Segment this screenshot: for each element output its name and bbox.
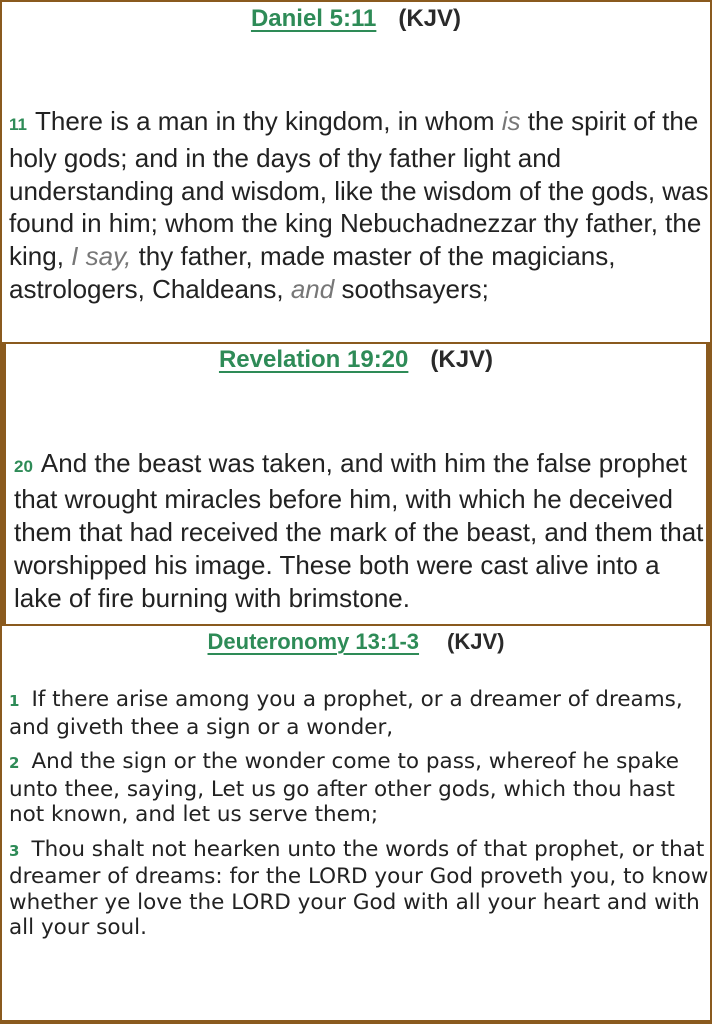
deuteronomy-verse-2 [2,749,710,828]
deuteronomy-header [2,626,710,655]
daniel-header [2,2,710,33]
daniel-reference-link[interactable]: Daniel 5:11 [250,5,377,32]
deuteronomy-version: (KJV) [447,629,505,654]
verse-italic: and [290,273,335,304]
revelation-verse [6,374,706,615]
verse-italic: is [501,106,521,136]
deuteronomy-verse-3 [2,837,710,941]
verse-text: Thou shalt not hearken unto the words of that prophet, or that dreamer of dreams: for the LORD your God proveth you, to know whether ye love the LORD your God with all your heart and with all your soul. [9,836,709,940]
verse-number: 2 [9,754,20,772]
verse-text: And the beast was taken, and with him the false prophet that wrought miracles before him, with which he deceived them that had received the mark of the beast, and them that worshipped his image. These both were cast alive into a lake of fire burning with brimstone. [14,448,704,613]
verse-number: 1 [9,692,20,710]
verse-number: 3 [9,841,20,860]
verse-italic: I say, [71,241,132,272]
deuteronomy-verse-1 [2,687,710,740]
verse-number: 11 [9,115,27,134]
daniel-version: (KJV) [398,5,462,32]
verse-text: thy father, made master of the magicians, astrologers, Chaldeans, [9,241,616,304]
verse-text: the spirit of the holy gods; and in the days of thy father light and understanding and wisdom, like the wisdom of the gods, was found in him; whom the king Nebuchadnezzar thy father, the king, [9,106,709,272]
verse-text: soothsayers; [334,273,489,304]
verse-text: There is a man in thy kingdom, in whom [34,106,502,136]
deuteronomy-panel [0,626,712,1024]
revelation-version: (KJV) [430,346,494,373]
revelation-header [6,344,706,374]
verse-text: If there arise among you a prophet, or a dreamer of dreams, and giveth thee a sign or a wonder, [9,687,683,740]
daniel-verse [2,33,710,306]
revelation-panel [0,342,712,626]
revelation-reference-link[interactable]: Revelation 19:20 [218,346,409,373]
verse-number: 20 [14,457,33,476]
verse-text: And the sign or the wonder come to pass, whereof he spake unto thee, saying, Let us go after other gods, which thou hast not known, and let us serve them; [9,749,680,827]
daniel-panel [0,0,712,342]
deuteronomy-reference-link[interactable]: Deuteronomy 13:1-3 [207,629,420,654]
